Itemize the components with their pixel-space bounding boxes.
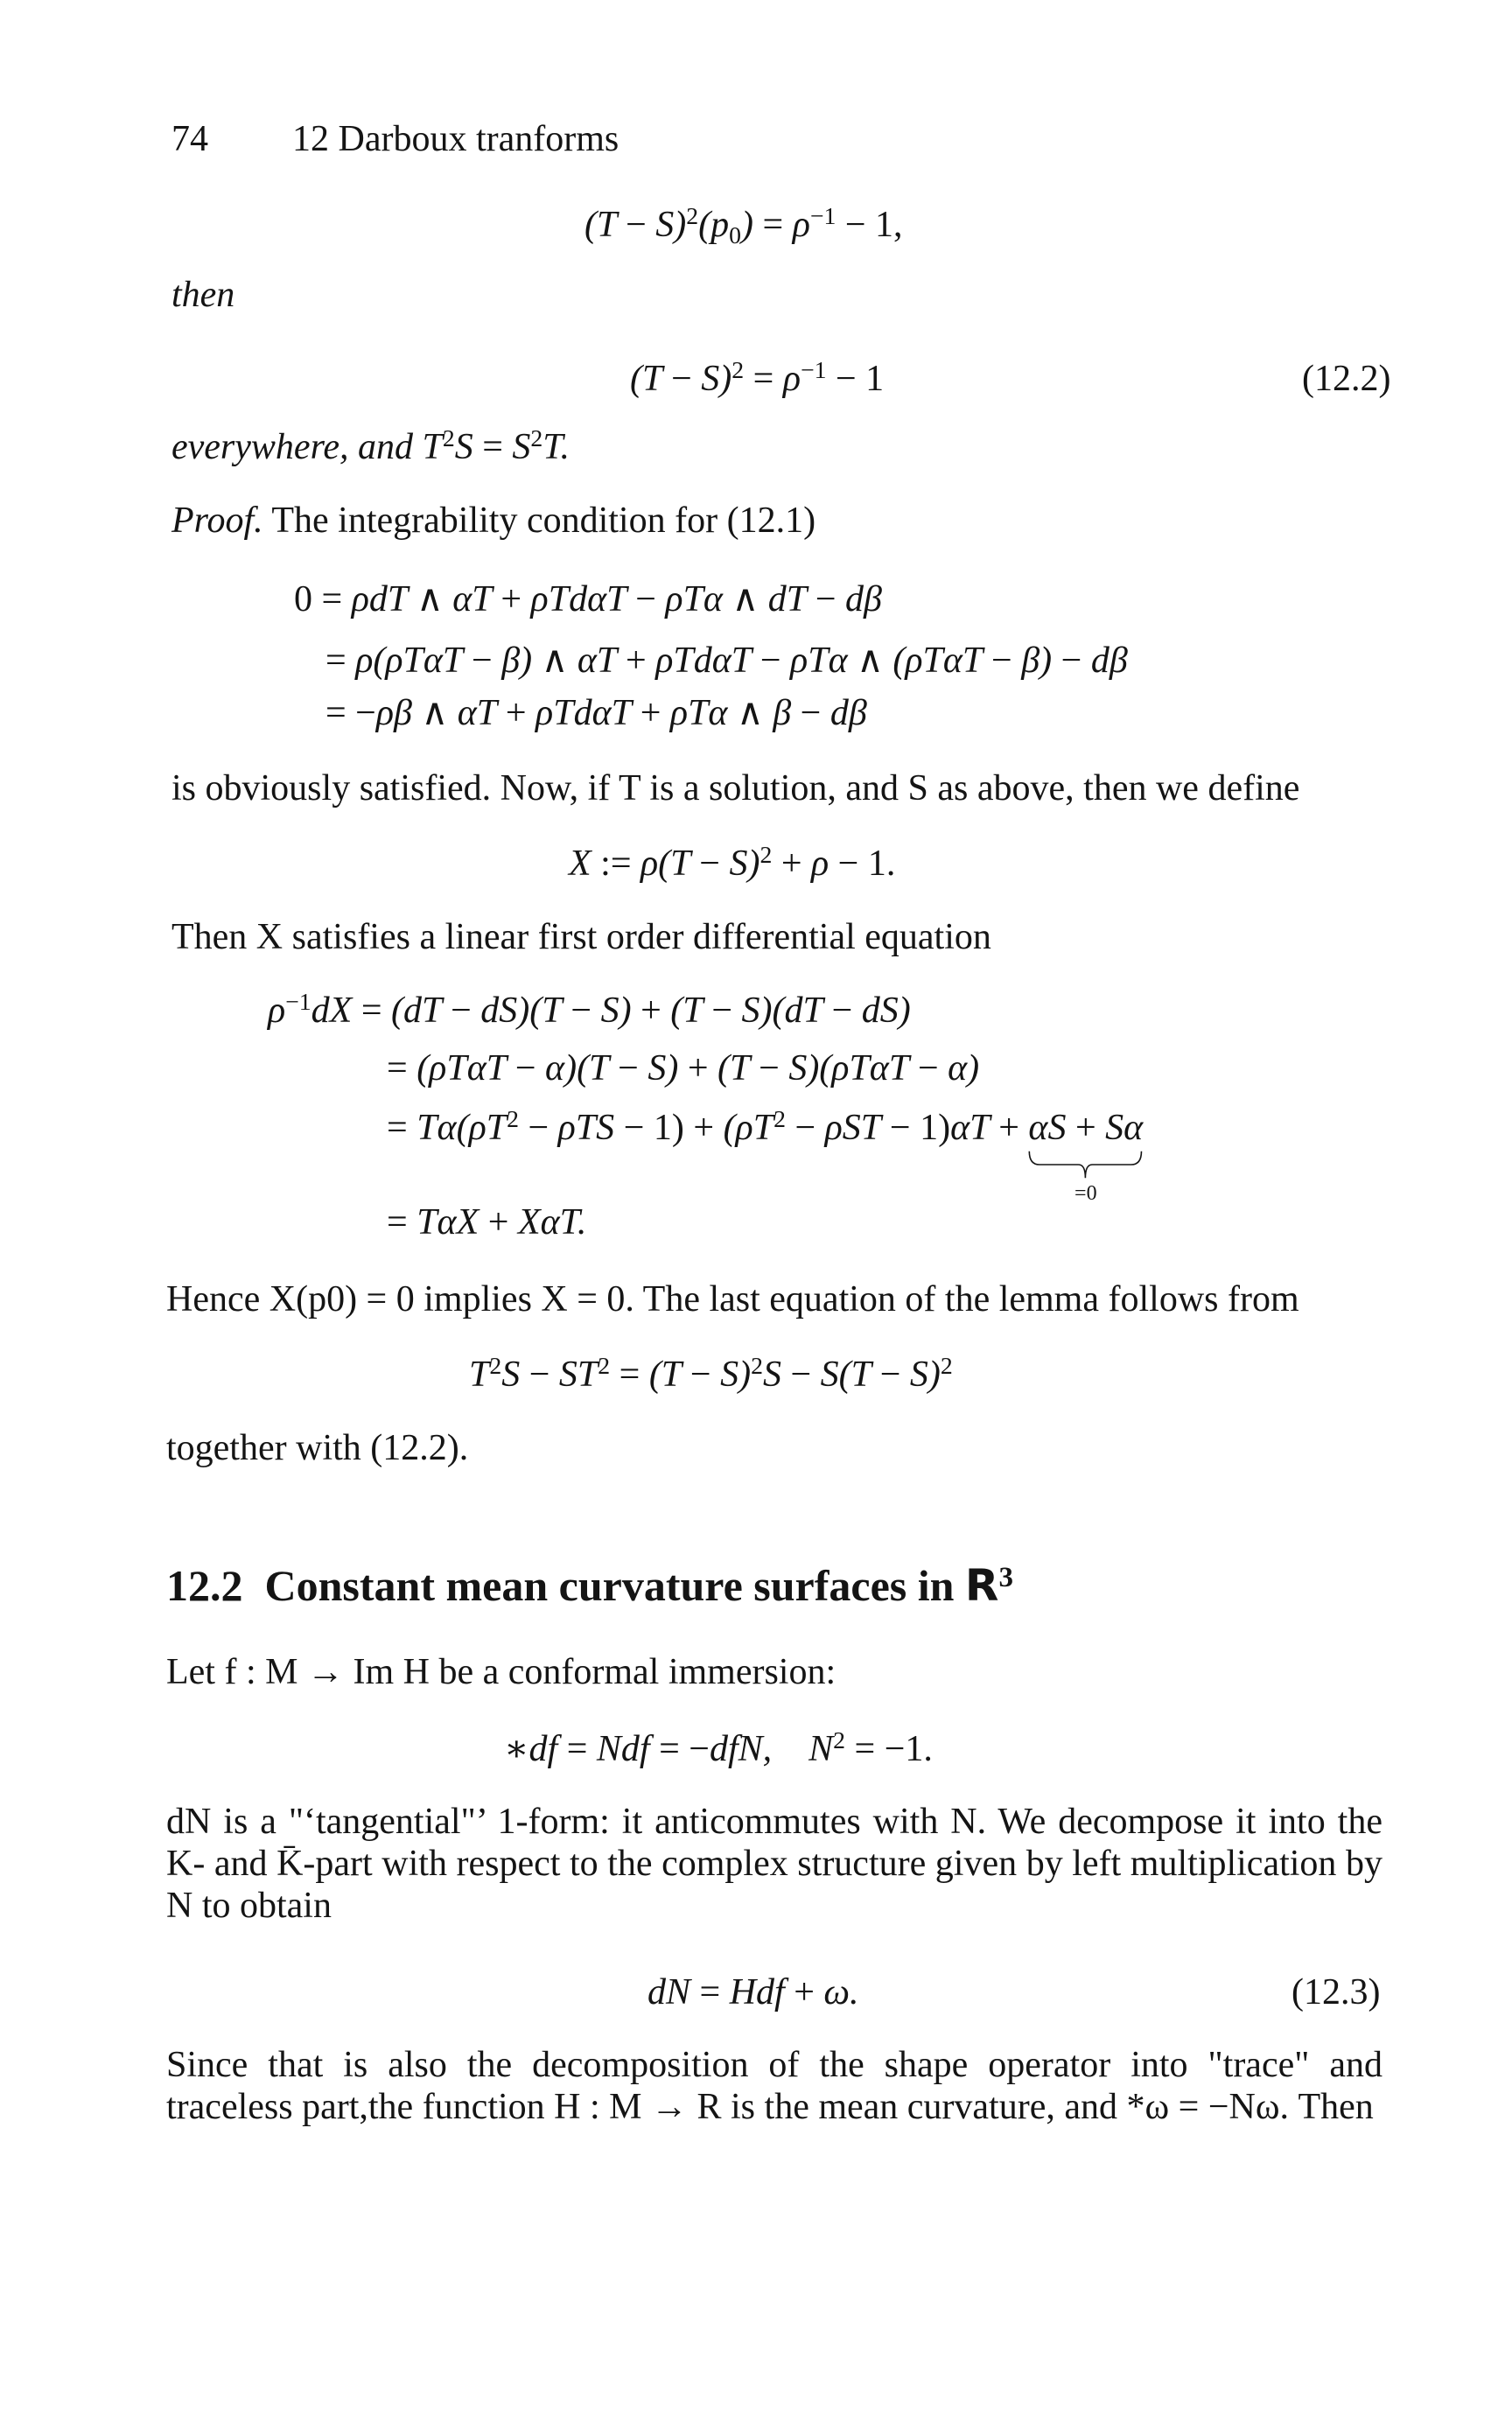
underbrace-icon — [1028, 1150, 1143, 1180]
equation-12-2: $(T - S)^2 = \rho^{-1} - 1$ — [630, 356, 885, 399]
underbrace-term: αS + Sα =0 — [1028, 1108, 1144, 1206]
dn-paragraph: dN is a "‘tangential"’ 1-form: it anticommutes with N. We decompose it into the K- and K̄-part with respect to the complex structure given by left multiplication by N to obtain — [166, 1802, 1382, 1926]
dx-eq-line-4: = TαX + XαT. — [387, 1202, 587, 1242]
let-text: Let f : M → Im H be a conformal immersion: — [166, 1652, 836, 1692]
equation-12-3: dN = Hdf + ω. — [648, 1972, 859, 2012]
proof-intro-text: The integrability condition for (12.1) — [271, 500, 816, 541]
then-word: then — [172, 275, 235, 315]
hence-text: Hence X(p0) = 0 implies X = 0. The last equation of the lemma follows from — [166, 1279, 1299, 1320]
equation-number-12-2: (12.2) — [1302, 359, 1391, 399]
dx-eq-line-2: = (ρTαT − α)(T − S) + (T − S)(ρTαT − α) — [387, 1048, 980, 1088]
section-number: 12.2 — [166, 1561, 243, 1610]
then-x-text: Then X satisfies a linear first order differential equation — [172, 917, 991, 957]
page-number: 74 — [172, 119, 208, 159]
everywhere-text: everywhere, and — [172, 427, 413, 467]
proof-label: Proof. — [172, 500, 263, 541]
t2s-identity: $T^2S - ST^2 = (T - S)^2S - S(T - S)^2$ — [469, 1352, 953, 1395]
since-paragraph: Since that is also the decomposition of the shape operator into "trace" and traceless part,the function H : M → R is the mean curvature, and *ω = −Nω. Then — [166, 2045, 1382, 2127]
integrability-eq-line-3: = −ρβ ∧ αT + ρTdαT + ρTα ∧ β − dβ — [326, 693, 867, 733]
section-title-symbol: R — [964, 1560, 999, 1611]
integrability-eq-line-2: = ρ(ρTαT − β) ∧ αT + ρTdαT − ρTα ∧ (ρTαT − β) − dβ — [326, 640, 1128, 681]
section-heading — [166, 1559, 1013, 1612]
dx-eq-line-3: = $T\alpha(\rho T^2 - \rho TS - 1) + (\rho T^2 - \rho ST - 1)\alpha T + \alpha S + S\alpha$ =0 — [387, 1105, 1144, 1206]
underbrace-label: =0 — [1074, 1182, 1097, 1206]
star-df-equation: ∗df = Ndf = −dfN, $N^2 = -1$. — [504, 1726, 933, 1769]
equation-number-12-3: (12.3) — [1292, 1972, 1381, 2012]
section-title: Constant mean curvature surfaces in — [264, 1561, 955, 1610]
integrability-eq-line-1: 0 = ρdT ∧ αT + ρTdαT − ρTα ∧ dT − dβ — [294, 579, 882, 620]
section-title-exp: 3 — [998, 1561, 1013, 1593]
satisfied-text: is obviously satisfied. Now, if T is a solution, and S as above, then we define — [172, 768, 1300, 808]
equation-lemma-initial: $(T - S)^2(p_0) = \rho^{-1} - 1$, — [584, 202, 903, 249]
together-text: together with (12.2). — [166, 1428, 469, 1468]
running-title: 12 Darboux tranforms — [292, 119, 620, 159]
dx-eq-line-1: $\rho^{-1}dX = (dT - dS)(T - S) + (T - S)(dT - dS)$ — [268, 988, 911, 1031]
x-definition: X := $\rho(T - S)^2 + \rho - 1$. — [569, 841, 896, 884]
proof-intro-line — [172, 499, 816, 542]
everywhere-line: everywhere, and $T^2S = S^2T$. — [172, 424, 570, 467]
